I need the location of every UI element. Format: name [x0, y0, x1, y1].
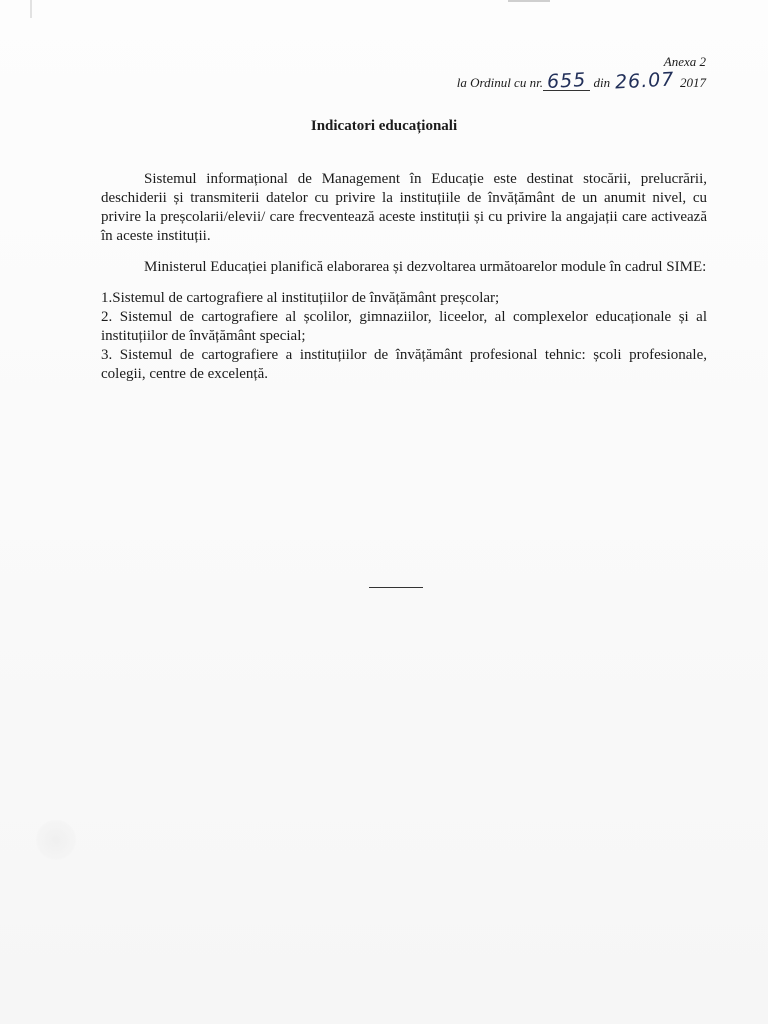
date-prefix: din [593, 75, 611, 90]
order-prefix: la Ordinul cu nr. [456, 75, 543, 90]
annex-label: Anexa 2 [663, 54, 706, 69]
order-reference-line [457, 70, 706, 92]
module-item-schools: 2. Sistemul de cartografiere al școlilor, gimnaziilor, liceelor, al complexelor educaționale și al instituțiilor de învățământ special; [101, 309, 707, 344]
order-year: 2017 [680, 75, 706, 90]
end-of-document-line [369, 587, 423, 588]
scan-mark-left [30, 0, 32, 18]
scan-mark-top [508, 0, 550, 2]
order-date-handwritten: 26.07 [614, 68, 676, 94]
document-title: Indicatori educaționali [310, 118, 458, 134]
annex-reference [406, 54, 706, 94]
order-number-handwritten: 655 [546, 68, 587, 94]
module-item-preschool: 1.Sistemul de cartografiere al instituțiilor de învățământ preșcolar; [101, 290, 500, 306]
module-list [101, 289, 707, 384]
module-item-vocational: 3. Sistemul de cartografiere a instituțiilor de învățământ profesional tehnic: școli profesionale, colegii, centre de excelență. [101, 347, 707, 382]
paragraph-sime-description: Sistemul informațional de Management în Educație este destinat stocării, prelucrării, deschiderii și transmiterii datelor cu privire la instituțiile de învățământ de un anumit nivel, cu privire la preșcolarii/elevii/ care frecventează aceste instituții și cu privire la angajații care activează în aceste instituții. [101, 171, 707, 244]
scan-smudge [36, 820, 76, 860]
document-body [101, 170, 707, 384]
paragraph-ministry-plan: Ministerul Educației planifică elaborarea și dezvoltarea următoarelor module în cadrul SIME: [144, 259, 707, 275]
